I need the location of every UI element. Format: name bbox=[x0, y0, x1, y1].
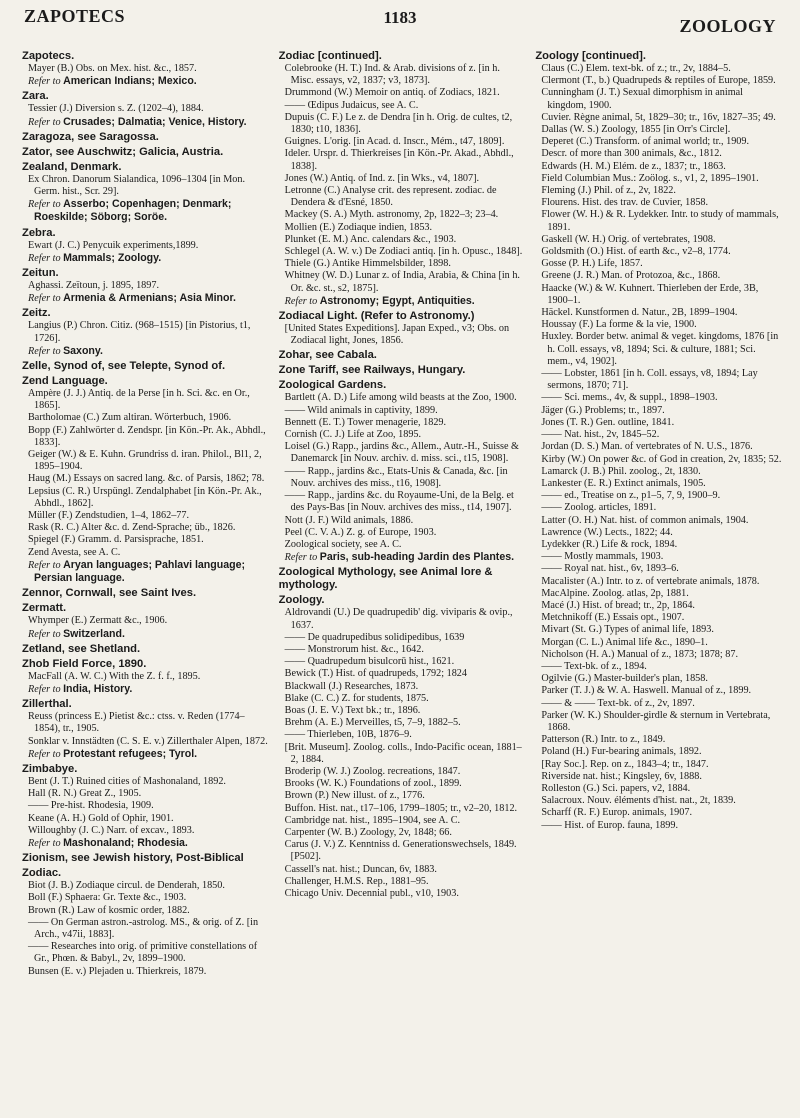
index-entry bbox=[279, 50, 526, 308]
index-entry bbox=[22, 227, 269, 265]
index-entry bbox=[22, 50, 269, 88]
citation-line: Edwards (H. M.) Elém. de z., 1837; tr., 1863. bbox=[541, 160, 726, 172]
citation-line: Bewick (T.) Hist. of quadrupeds, 1792; 1824 bbox=[284, 668, 467, 680]
citation-line: Whitney (W. D.) Lunar z. of India, Arabia, & China [in h. Or. &c. st., s2, 1875]. bbox=[284, 270, 520, 294]
entry-heading: Zermatt. bbox=[22, 602, 67, 615]
citation-line: MacFall (A. W. C.) With the Z. f. f., 1895. bbox=[28, 670, 201, 682]
citation-line: Fleming (J.) Phil. of z., 2v, 1822. bbox=[541, 185, 676, 197]
citation-line: Mayer (B.) Obs. on Mex. hist. &c., 1857. bbox=[28, 63, 197, 74]
citation-line: Bent (J. T.) Ruined cities of Mashonaland, 1892. bbox=[28, 775, 226, 787]
citation-line: Parker (T. J.) & W. A. Haswell. Manual of z., 1899. bbox=[541, 685, 752, 697]
cross-reference: Refer to Saxony. bbox=[28, 344, 103, 357]
index-entry bbox=[22, 763, 269, 850]
citation-line: [Ray Soc.]. Rep. on z., 1843–4; tr., 1847. bbox=[541, 758, 709, 770]
index-entry bbox=[279, 566, 526, 592]
citation-line: Bartlett (A. D.) Life among wild beasts at the Zoo, 1900. bbox=[284, 392, 517, 404]
citation-line: Cambridge nat. hist., 1895–1904, see A. C. bbox=[284, 814, 461, 826]
citation-line: Broderip (W. J.) Zoolog. recreations, 1847. bbox=[284, 765, 461, 777]
citation-line: Bennett (E. T.) Tower menagerie, 1829. bbox=[284, 416, 447, 428]
citation-line: —— Wild animals in captivity, 1899. bbox=[284, 404, 438, 416]
citation-line: Häckel. Kunstformen d. Natur., 2B, 1899–1904. bbox=[541, 307, 738, 319]
citation-line: Claus (C.) Elem. text-bk. of z.; tr., 2v, 1884–5. bbox=[541, 63, 731, 74]
citation-line: Cassell's nat. hist.; Duncan, 6v, 1883. bbox=[284, 863, 437, 875]
citation-line: Brown (R.) Law of kosmic order, 1882. bbox=[28, 904, 190, 916]
citation-line: Brehm (A. E.) Merveilles, t5, 7–9, 1882–5. bbox=[284, 717, 461, 729]
citation-line: Cuvier. Règne animal, 5t, 1829–30; tr., 16v, 1827–35; 49. bbox=[541, 111, 776, 123]
entry-heading: Zhob Field Force, 1890. bbox=[22, 657, 147, 670]
citation-line: Poland (H.) Fur-bearing animals, 1892. bbox=[541, 746, 702, 758]
citation-line: Zend Avesta, see A. C. bbox=[28, 546, 121, 558]
citation-line: Bopp (F.) Zahlwörter d. Zendspr. [in Kön.-Pr. Ak., Abhdl., 1833]. bbox=[28, 424, 266, 448]
citation-line: Huxley. Border betw. animal & veget. kingdoms, 1876 [in h. Coll. essays, v8, 1894; Sci. & culture, 1881; Sci. mem., v4, 1902]. bbox=[541, 331, 779, 367]
citation-line: —— On German astron.-astrolog. MS., & orig. of Z. [in Arch., v47ii, 1883]. bbox=[28, 916, 259, 940]
citation-line: Salacroux. Nouv. éléments d'hist. nat., 2t, 1839. bbox=[541, 795, 736, 807]
citation-line: [United States Expeditions]. Japan Exped., v3; Obs. on Zodiacal light, Jones, 1856. bbox=[284, 323, 510, 347]
citation-line: Mackey (S. A.) Myth. astronomy, 2p, 1822–3; 23–4. bbox=[284, 209, 499, 221]
entry-heading: Zodiac. bbox=[22, 867, 62, 880]
cross-reference: Refer to Asserbo; Copenhagen; Denmark; Roeskilde; Söborg; Soröe. bbox=[28, 198, 232, 224]
index-entry bbox=[22, 161, 269, 225]
page-number: 1183 bbox=[383, 8, 417, 27]
index-entry bbox=[279, 310, 526, 347]
citation-line: Macé (J.) Hist. of bread; tr., 2p, 1864. bbox=[541, 599, 695, 611]
citation-line: MacAlpine. Zoolog. atlas, 2p, 1881. bbox=[541, 587, 689, 599]
citation-line: —— De quadrupedibus solidipedibus, 1639 bbox=[284, 631, 465, 643]
citation-line: Müller (F.) Zendstudien, 1–4, 1862–77. bbox=[28, 510, 190, 522]
index-entry bbox=[22, 602, 269, 640]
citation-line: Spiegel (F.) Gramm. d. Parsisprache, 1851. bbox=[28, 534, 204, 546]
citation-line: Guignes. L'orig. [in Acad. d. Inscr., Mém., t47, 1809]. bbox=[284, 136, 505, 148]
index-column-2 bbox=[279, 48, 526, 1108]
index-column-1 bbox=[22, 48, 269, 1108]
cross-reference: Refer to Protestant refugees; Tyrol. bbox=[28, 747, 198, 760]
citation-line: [Brit. Museum]. Zoolog. colls., Indo-Pacific ocean, 1881–2, 1884. bbox=[284, 741, 522, 765]
citation-line: —— & —— Text-bk. of z., 2v, 1897. bbox=[541, 697, 695, 709]
index-entry bbox=[22, 131, 269, 144]
citation-line: Scharff (R. F.) Europ. animals, 1907. bbox=[541, 807, 692, 819]
citation-line: Morgan (C. L.) Animal life &c., 1890–1. bbox=[541, 636, 708, 648]
citation-line: Whymper (E.) Zermatt &c., 1906. bbox=[28, 615, 168, 627]
entry-heading: Zone Tariff, see Railways, Hungary. bbox=[278, 364, 466, 377]
citation-line: —— ed., Treatise on z., p1–5, 7, 9, 1900–9. bbox=[541, 490, 721, 502]
citation-line: —— Zoolog. articles, 1891. bbox=[541, 502, 657, 514]
citation-line: Lamarck (J. B.) Phil. zoolog., 2t, 1830. bbox=[541, 465, 701, 477]
citation-line: —— Mostly mammals, 1903. bbox=[541, 551, 664, 563]
index-columns bbox=[22, 48, 782, 1108]
cross-reference: Refer to Mashonaland; Rhodesia. bbox=[28, 836, 188, 849]
citation-line: Flourens. Hist. des trav. de Cuvier, 1858. bbox=[541, 197, 709, 209]
citation-line: Aldrovandi (U.) De quadrupedib' dig. viviparis & ovip., 1637. bbox=[284, 607, 513, 631]
index-entry bbox=[279, 594, 526, 900]
citation-line: Carpenter (W. B.) Zoology, 2v, 1848; 66. bbox=[284, 826, 452, 838]
entry-heading: Zeitun. bbox=[22, 267, 59, 280]
entry-heading: Zimbabye. bbox=[22, 762, 78, 775]
citation-line: Jones (W.) Antiq. of Ind. z. [in Wks., v4, 1807]. bbox=[284, 172, 480, 184]
citation-line: Reuss (princess E.) Pietist &c.: ctss. v. Reden (1774–1854), tr., 1905. bbox=[28, 711, 245, 735]
citation-line: Challenger, H.M.S. Rep., 1881–95. bbox=[284, 875, 429, 887]
citation-line: —— Monstrorum hist. &c., 1642. bbox=[284, 643, 424, 655]
citation-line: Rolleston (G.) Sci. papers, v2, 1884. bbox=[541, 782, 691, 794]
citation-line: Colebrooke (H. T.) Ind. & Arab. divisions of z. [in h. Misc. essays, v2, 1837; v3, 1873]. bbox=[284, 63, 500, 87]
citation-line: Jordan (D. S.) Man. of vertebrates of N. U.S., 1876. bbox=[541, 441, 753, 453]
entry-heading: Zohar, see Cabala. bbox=[278, 349, 377, 362]
citation-line: Bartholomae (C.) Zum altiran. Wörterbuch, 1906. bbox=[28, 412, 232, 424]
index-entry bbox=[535, 50, 782, 832]
citation-line: Ampère (J. J.) Antiq. de la Perse [in h. Sci. &c. en Or., 1865]. bbox=[28, 388, 250, 412]
entry-heading: Zillerthal. bbox=[22, 698, 72, 711]
citation-line: Clermont (T., b.) Quadrupeds & reptiles of Europe, 1859. bbox=[541, 75, 776, 87]
citation-line: —— Researches into orig. of primitive constellations of Gr., Phœn. & Babyl., 2v, 1899–1900. bbox=[28, 941, 258, 965]
citation-line: Blake (C. C.) Z. for students, 1875. bbox=[284, 692, 429, 704]
citation-line: Kirby (W.) On power &c. of God in creation, 2v, 1835; 52. bbox=[541, 453, 782, 465]
citation-line: Carus (J. V.) Z. Kenntniss d. Generationswechsels, 1849. [P502]. bbox=[284, 839, 517, 863]
citation-line: —— Rapp., jardins &c. du Royaume-Uni, de la Belg. et des Pays-Bas [in Nouv. archives des miss., t14, 1907]. bbox=[284, 490, 514, 514]
citation-line: Schlegel (A. W. v.) De Zodiaci antiq. [in h. Opusc., 1848]. bbox=[284, 246, 523, 258]
citation-line: Plunket (E. M.) Anc. calendars &c., 1903. bbox=[284, 233, 457, 245]
entry-heading: Zoological Mythology, see Animal lore & mythology. bbox=[278, 566, 493, 592]
citation-line: Letronne (C.) Analyse crit. des represent. zodiac. de Dendera & d'Esné, 1850. bbox=[284, 185, 497, 209]
index-entry bbox=[22, 267, 269, 305]
index-entry bbox=[22, 852, 269, 865]
citation-line: Tessier (J.) Diversion s. Z. (1202–4), 1884. bbox=[28, 103, 204, 115]
entry-heading: Zelle, Synod of, see Telepte, Synod of. bbox=[22, 360, 226, 373]
index-entry bbox=[22, 658, 269, 696]
citation-line: —— Thierleben, 10B, 1876–9. bbox=[284, 729, 412, 741]
citation-line: Parker (W. K.) Shoulder-girdle & sternum in Vertebrata, 1868. bbox=[541, 709, 771, 733]
entry-heading: Zeitz. bbox=[22, 307, 51, 320]
index-entry bbox=[22, 360, 269, 373]
citation-line: Brown (P.) New illust. of z., 1776. bbox=[284, 790, 425, 802]
citation-line: Macalister (A.) Intr. to z. of vertebrate animals, 1878. bbox=[541, 575, 760, 587]
citation-line: Haacke (W.) & W. Kuhnert. Thierleben der Erde, 3B, 1900–1. bbox=[541, 282, 759, 306]
citation-line: Ewart (J. C.) Penycuik experiments,1899. bbox=[28, 239, 199, 251]
citation-line: —— Rapp., jardins &c., Etats-Unis & Canada, &c. [in Nouv. archives des miss., t16, 1908]. bbox=[284, 465, 508, 489]
citation-line: Haug (M.) Essays on sacred lang. &c. of Parsis, 1862; 78. bbox=[28, 473, 265, 485]
citation-line: Loisel (G.) Rapp., jardins &c., Allem., Autr.-H., Suisse & Danemarck [in Nouv. archiv. d. miss. sci., t15, 1908]. bbox=[284, 441, 519, 465]
citation-line: Buffon. Hist. nat., t17–106, 1799–1805; tr., v2–20, 1812. bbox=[284, 802, 518, 814]
citation-line: Chicago Univ. Decennial publ., v10, 1903. bbox=[284, 887, 459, 899]
entry-heading: Zapotecs. bbox=[22, 50, 75, 62]
citation-line: Patterson (R.) Intr. to z., 1849. bbox=[541, 734, 666, 746]
citation-line: Lawrence (W.) Lects., 1822; 44. bbox=[541, 526, 673, 538]
entry-heading: Zator, see Auschwitz; Galicia, Austria. bbox=[22, 145, 224, 158]
entry-heading: Zoology [continued]. bbox=[535, 50, 646, 62]
citation-line: Aghassi. Zeïtoun, j. 1895, 1897. bbox=[28, 280, 160, 292]
citation-line: Nott (J. F.) Wild animals, 1886. bbox=[284, 514, 414, 526]
citation-line: Sonklar v. Innstädten (C. S. E. v.) Zillerthaler Alpen, 1872. bbox=[28, 735, 268, 747]
cross-reference: Refer to Aryan languages; Pahlavi language; Persian language. bbox=[28, 558, 246, 585]
cross-reference: Refer to American Indians; Mexico. bbox=[28, 75, 197, 88]
citation-line: Field Columbian Mus.: Zoölog. s., v1, 2, 1895–1901. bbox=[541, 172, 759, 184]
entry-heading: Zara. bbox=[22, 90, 49, 103]
citation-line: Langius (P.) Chron. Citiz. (968–1515) [in Pistorius, t1, 1726]. bbox=[28, 320, 251, 344]
index-entry bbox=[22, 146, 269, 159]
running-head-left: ZAPOTECS bbox=[24, 6, 126, 26]
index-entry bbox=[22, 307, 269, 358]
citation-line: Metchnikoff (E.) Essais opt., 1907. bbox=[541, 612, 685, 624]
citation-line: Mivart (St. G.) Types of animal life, 1893. bbox=[541, 624, 714, 636]
citation-line: Boas (J. E. V.) Text bk.; tr., 1896. bbox=[284, 704, 421, 716]
citation-line: Nicholson (H. A.) Manual of z., 1873; 1878; 87. bbox=[541, 648, 738, 660]
index-entry bbox=[22, 867, 269, 978]
cross-reference: Refer to Crusades; Dalmatia; Venice, History. bbox=[28, 115, 247, 128]
citation-line: Ogilvie (G.) Master-builder's plan, 1858. bbox=[541, 673, 708, 685]
index-entry bbox=[22, 643, 269, 656]
cross-reference: Refer to Paris, sub-heading Jardin des Plantes. bbox=[284, 551, 515, 564]
entry-heading: Zoology. bbox=[278, 594, 325, 607]
citation-line: Latter (O. H.) Nat. hist. of common animals, 1904. bbox=[541, 514, 749, 526]
entry-heading: Zodiac [continued]. bbox=[278, 50, 382, 62]
citation-line: —— Sci. mems., 4v, & suppl., 1898–1903. bbox=[541, 392, 718, 404]
citation-line: Biot (J. B.) Zodiaque circul. de Denderah, 1850. bbox=[28, 880, 225, 892]
citation-line: Gaskell (W. H.) Orig. of vertebrates, 1908. bbox=[541, 233, 716, 245]
citation-line: Geiger (W.) & E. Kuhn. Grundriss d. iran. Philol., Bl1, 2, 1895–1904. bbox=[28, 449, 262, 473]
entry-heading: Zend Language. bbox=[22, 375, 108, 388]
citation-line: Deperet (C.) Transform. of animal world; tr., 1909. bbox=[541, 136, 750, 148]
citation-line: Houssay (F.) La forme & la vie, 1900. bbox=[541, 319, 697, 331]
citation-line: Dallas (W. S.) Zoology, 1855 [in Orr's Circle]. bbox=[541, 124, 731, 136]
citation-line: Ideler. Urspr. d. Thierkreises [in Kön.-Pr. Akad., Abhdl., 1838]. bbox=[284, 148, 514, 172]
citation-line: Zoological society, see A. C. bbox=[284, 538, 402, 550]
index-column-3 bbox=[535, 48, 782, 1108]
citation-line: Gosse (P. H.) Life, 1857. bbox=[541, 258, 643, 270]
index-entry bbox=[279, 364, 526, 377]
citation-line: Lankester (E. R.) Extinct animals, 1905. bbox=[541, 477, 706, 489]
citation-line: —— Hist. of Europ. fauna, 1899. bbox=[541, 819, 679, 831]
running-head-right: ZOOLOGY bbox=[679, 16, 776, 36]
index-entry bbox=[279, 349, 526, 362]
entry-heading: Zebra. bbox=[22, 226, 56, 239]
citation-line: Dupuis (C. F.) Le z. de Dendra [in h. Orig. de cultes, t2, 1830; t10, 1836]. bbox=[284, 111, 513, 136]
citation-line: Cornish (C. J.) Life at Zoo, 1895. bbox=[284, 429, 422, 441]
citation-line: Ex Chron. Danorum Sialandica, 1096–1304 [in Mon. Germ. hist., Scr. 29]. bbox=[28, 173, 246, 198]
citation-line: Rask (R. C.) Alter &c. d. Zend-Sprache; üb., 1826. bbox=[28, 522, 236, 534]
citation-line: Thiele (G.) Antike Himmelsbilder, 1898. bbox=[284, 258, 451, 270]
entry-heading: Zetland, see Shetland. bbox=[22, 642, 141, 655]
entry-heading: Zennor, Cornwall, see Saint Ives. bbox=[22, 587, 197, 600]
citation-line: Brooks (W. K.) Foundations of zool., 1899. bbox=[284, 778, 462, 790]
citation-line: Goldsmith (O.) Hist. of earth &c., v2–8, 1774. bbox=[541, 246, 731, 258]
citation-line: —— Lobster, 1861 [in h. Coll. essays, v8, 1894; Lay sermons, 1870; 71]. bbox=[541, 368, 758, 392]
citation-line: Keane (A. H.) Gold of Ophir, 1901. bbox=[28, 812, 174, 824]
index-entry bbox=[279, 379, 526, 564]
citation-line: Blackwall (J.) Researches, 1873. bbox=[284, 680, 419, 692]
cross-reference: Refer to Switzerland. bbox=[28, 627, 125, 640]
citation-line: Riverside nat. hist.; Kingsley, 6v, 1888. bbox=[541, 770, 702, 782]
entry-heading: Zionism, see Jewish history, Post-Biblical bbox=[22, 852, 244, 865]
citation-line: —— Quadrupedum bisulcorū hist., 1621. bbox=[284, 656, 455, 668]
index-entry bbox=[22, 375, 269, 585]
citation-line: Drummond (W.) Memoir on antiq. of Zodiacs, 1821. bbox=[284, 87, 500, 99]
citation-line: Mollien (E.) Zodiaque indien, 1853. bbox=[284, 221, 433, 233]
citation-line: Boll (F.) Sphaera: Gr. Texte &c., 1903. bbox=[28, 892, 187, 904]
cross-reference: Refer to Mammals; Zoology. bbox=[28, 251, 162, 264]
entry-heading: Zaragoza, see Saragossa. bbox=[22, 130, 159, 143]
citation-line: Bunsen (E. v.) Plejaden u. Thierkreis, 1879. bbox=[28, 965, 207, 977]
index-entry bbox=[22, 90, 269, 128]
citation-line: —— Nat. hist., 2v, 1845–52. bbox=[541, 429, 660, 441]
citation-line: Jäger (G.) Problems; tr., 1897. bbox=[541, 404, 665, 416]
citation-line: Flower (W. H.) & R. Lydekker. Intr. to study of mammals, 1891. bbox=[541, 209, 779, 233]
page-header bbox=[24, 6, 776, 34]
citation-line: Peel (C. V. A.) Z. g. of Europe, 1903. bbox=[284, 526, 437, 538]
entry-heading: Zealand, Denmark. bbox=[22, 160, 122, 173]
citation-line: Greene (J. R.) Man. of Protozoa, &c., 1868. bbox=[541, 270, 721, 282]
index-entry bbox=[22, 698, 269, 761]
citation-line: —— Text-bk. of z., 1894. bbox=[541, 660, 647, 672]
cross-reference: Refer to Astronomy; Egypt, Antiquities. bbox=[284, 294, 475, 307]
entry-heading: Zoological Gardens. bbox=[278, 379, 387, 392]
citation-line: —— Pre-hist. Rhodesia, 1909. bbox=[28, 800, 154, 812]
citation-line: Lepsius (C. R.) Urspüngl. Zendalphabet [in Kön.-Pr. Ak., Abhdl., 1862]. bbox=[28, 485, 262, 509]
index-entry bbox=[22, 587, 269, 600]
citation-line: —— Royal nat. hist., 6v, 1893–6. bbox=[541, 563, 679, 575]
citation-line: Willoughby (J. C.) Narr. of excav., 1893. bbox=[28, 824, 195, 836]
citation-line: Jones (T. R.) Gen. outline, 1841. bbox=[541, 416, 675, 428]
entry-heading: Zodiacal Light. (Refer to Astronomy.) bbox=[278, 310, 475, 323]
citation-line: Hall (R. N.) Great Z., 1905. bbox=[28, 788, 142, 800]
citation-line: —— Œdipus Judaicus, see A. C. bbox=[284, 99, 419, 111]
cross-reference: Refer to Armenia & Armenians; Asia Minor. bbox=[28, 292, 236, 305]
citation-line: Descr. of more than 300 animals, &c., 1812. bbox=[541, 148, 722, 160]
citation-line: Lydekker (R.) Life & rock, 1894. bbox=[541, 538, 678, 550]
citation-line: Cunningham (J. T.) Sexual dimorphism in animal kingdom, 1900. bbox=[541, 87, 743, 111]
cross-reference: Refer to India, History. bbox=[28, 682, 133, 695]
